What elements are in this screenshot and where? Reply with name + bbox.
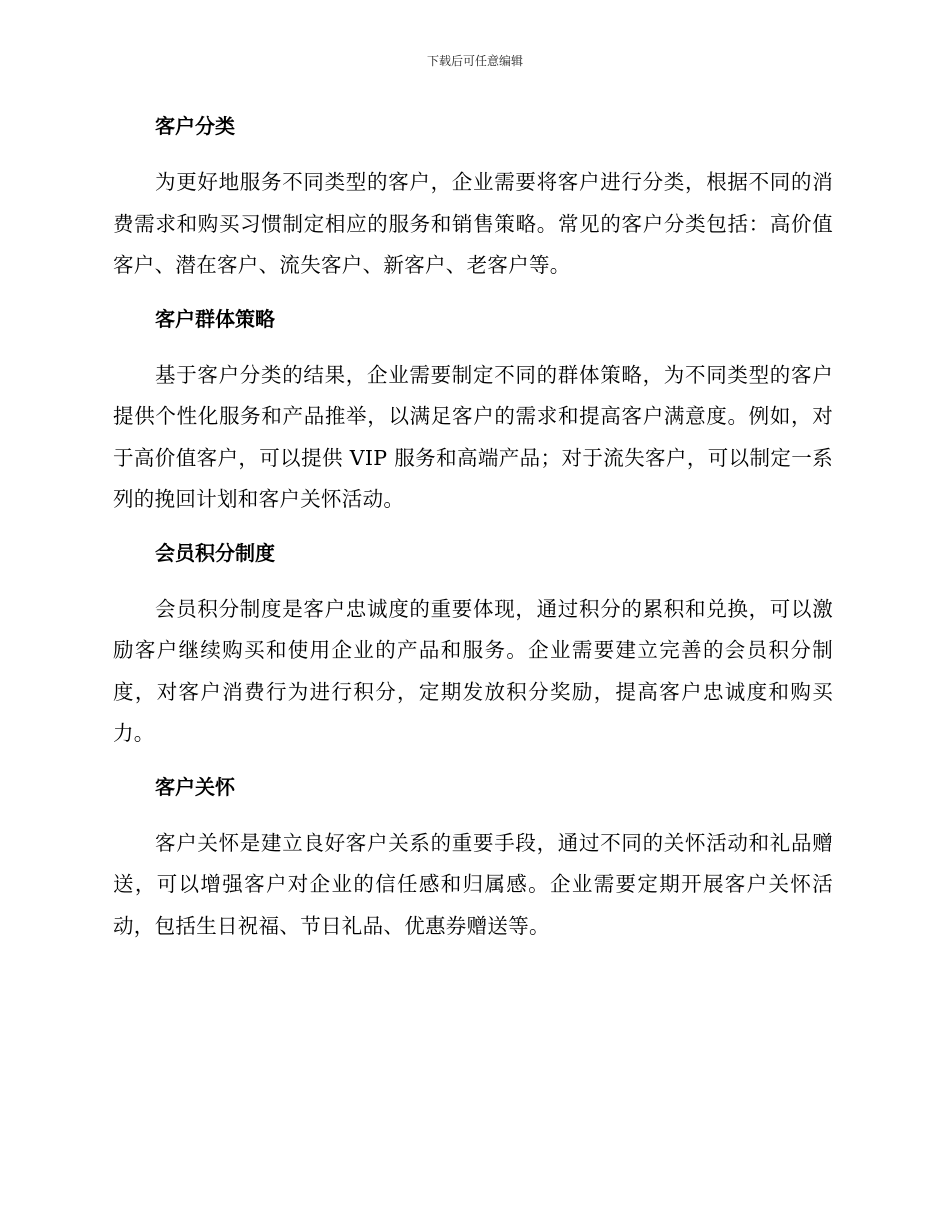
section-membership-points <box>113 533 833 755</box>
section-title: 客户群体策略 <box>155 306 275 331</box>
section-body: 基于客户分类的结果，企业需要制定不同的群体策略，为不同类型的客户提供个性化服务和产品推举，以满足客户的需求和提高客户满意度。例如，对于高价值客户，可以提供 VIP 服务和高端产品；对于流失客户，可以制定一系列的挽回计划和客户关怀活动。 <box>113 362 833 511</box>
section-body: 为更好地服务不同类型的客户，企业需要将客户进行分类，根据不同的消费需求和购买习惯制定相应的服务和销售策略。常见的客户分类包括：高价值客户、潜在客户、流失客户、新客户、老客户等。 <box>113 170 833 277</box>
section-customer-group-strategy <box>113 299 833 521</box>
section-customer-classification <box>113 106 833 287</box>
page-header: 下载后可任意编辑 <box>426 54 523 68</box>
section-body: 客户关怀是建立良好客户关系的重要手段，通过不同的关怀活动和礼品赠送，可以增强客户对企业的信任感和归属感。企业需要定期开展客户关怀活动，包括生日祝福、节日礼品、优惠券赠送等。 <box>113 830 833 938</box>
document-content <box>113 106 833 959</box>
section-title: 客户分类 <box>155 114 235 138</box>
section-title: 客户关怀 <box>155 774 235 799</box>
section-title: 会员积分制度 <box>155 540 275 565</box>
section-customer-care <box>113 767 833 948</box>
section-body: 会员积分制度是客户忠诚度的重要体现，通过积分的累积和兑换，可以激励客户继续购买和使用企业的产品和服务。企业需要建立完善的会员积分制度，对客户消费行为进行积分，定期发放积分奖励，提高客户忠诚度和购买力。 <box>113 596 833 745</box>
